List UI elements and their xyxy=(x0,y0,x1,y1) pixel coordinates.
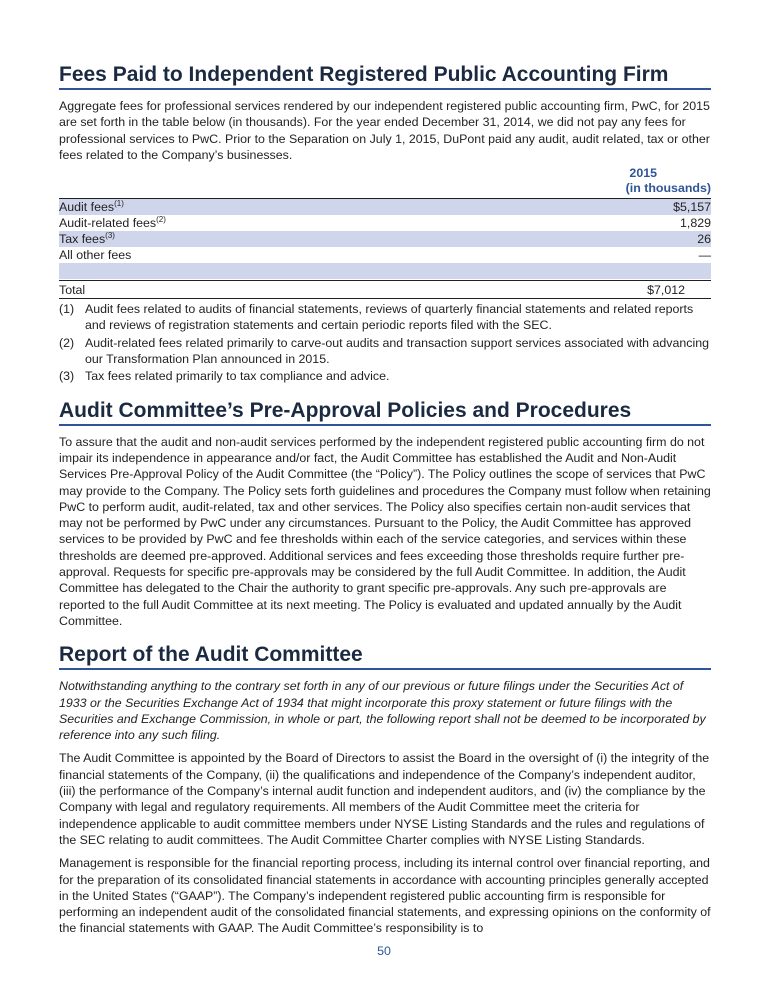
fees-table xyxy=(59,166,711,299)
row-label: Tax fees$^{(3)}$ xyxy=(59,231,115,247)
total-label: Total xyxy=(59,282,86,297)
footnote-text: Audit fees related to audits of financial statements, reviews of quarterly financial statements and related reports and reviews of registration statements and certain periodic reports filed with the SEC. xyxy=(85,302,694,333)
total-value: $7,012 xyxy=(647,282,685,297)
column-header xyxy=(59,166,711,196)
table-total-row xyxy=(59,280,711,298)
footnote xyxy=(59,368,711,384)
footnotes xyxy=(59,301,711,384)
report-paragraph-2: Management is responsible for the financial reporting process, including its internal control over financial reporting, and for the preparation of its consolidated financial statements in accordance with accounting principles generally accepted in the United States (“GAAP”). The Company’s independent registered public accounting firm is responsible for performing an independent audit of the consolidated financial statements, and expressing opinions on the conformity of the financial statements with GAAP. The Audit Committee’s responsibility is to xyxy=(59,856,711,936)
table-row xyxy=(59,199,711,215)
disclaimer-paragraph: Notwithstanding anything to the contrary set forth in any of our previous or future filings under the Securities Act of 1933 or the Securities Exchange Act of 1934 that might incorporate this proxy statement or future filings with the Securities and Exchange Commission, in whole or part, the following report shall not be deemed to be incorporated by reference into any such filing. xyxy=(59,679,706,743)
column-header-year: 2015 xyxy=(629,166,657,181)
section-heading-fees: Fees Paid to Independent Registered Public Accounting Firm xyxy=(59,62,711,90)
footnote xyxy=(59,301,711,334)
footnote-number: (1) xyxy=(59,302,75,317)
footnote xyxy=(59,335,711,368)
page-number: 50 xyxy=(377,944,391,958)
table-row-empty xyxy=(59,263,711,279)
footnote-number: (3) xyxy=(59,369,75,384)
footnote-number: (2) xyxy=(59,335,75,350)
report-paragraph-1: The Audit Committee is appointed by the Board of Directors to assist the Board in the oversight of (i) the integrity of the financial statements of the Company, (ii) the qualifications and independence of the Company’s independent auditor, (iii) the performance of the Company’s internal audit function and independent auditors, and (iv) the compliance by the Company with legal and regulatory requirements. All members of the Audit Committee meet the criteria for independence applicable to audit committee members under NYSE Listing Standards and the rules and regulations of the SEC relating to audit committees. The Audit Committee Charter complies with NYSE Listing Standards. xyxy=(59,751,710,847)
audit-report-section xyxy=(59,642,711,936)
row-label: All other fees xyxy=(59,248,132,263)
table-rule xyxy=(59,298,711,299)
row-value: $5,157 xyxy=(673,200,711,215)
section-heading-preapproval: Audit Committee’s Pre-Approval Policies and Procedures xyxy=(59,398,711,426)
section-heading-report: Report of the Audit Committee xyxy=(59,642,711,670)
fees-intro-paragraph: Aggregate fees for professional services rendered by our independent registered public accounting firm, PwC, for 2015 are set forth in the table below (in thousands). For the year ended December 31, 2014, we did not pay any fees for professional services to PwC. Prior to the Separation on July 1, 2015, DuPont paid any audit, audit related, tax or other fees related to the Company’s businesses. xyxy=(59,99,710,162)
row-label: Audit fees$^{(1)}$ xyxy=(59,199,124,215)
footnote-text: Audit-related fees related primarily to carve-out audits and transaction support services associated with advancing our Transformation Plan announced in 2015. xyxy=(85,335,709,367)
footnote-text: Tax fees related primarily to tax compliance and advice. xyxy=(85,369,390,384)
preapproval-paragraph: To assure that the audit and non-audit services performed by the independent registered public accounting firm do not impair its independence in appearance and/or fact, the Audit Committee has established the Audit and Non-Audit Services Pre-Approval Policy of the Audit Committee (the “Policy”). The Policy outlines the scope of services that PwC may provide to the Company. The Policy sets forth guidelines and procedures the Company must follow when retaining PwC to perform audit, audit-related, tax and other services. The Policy also specifies certain non-audit services that may not be performed by PwC under any circumstances. Pursuant to the Policy, the Audit Committee has approved services to be provided by PwC and fee thresholds within each of the service categories, and services within these thresholds are deemed pre-approved. Additional services and fees exceeding those thresholds require further pre-approval. Requests for specific pre-approvals may be considered by the full Audit Committee. In addition, the Audit Committee has delegated to the Chair the authority to grant specific pre-approvals. Any such pre-approvals are reported to the full Audit Committee at its next meeting. The Policy is evaluated and updated annually by the Audit Committee. xyxy=(59,434,711,628)
table-row xyxy=(59,215,711,231)
table-row xyxy=(59,247,711,263)
column-header-unit: (in thousands) xyxy=(625,181,711,196)
preapproval-section xyxy=(59,398,711,630)
row-value: — xyxy=(698,248,711,263)
page-content xyxy=(59,62,711,937)
row-label: Audit-related fees$^{(2)}$ xyxy=(59,215,166,231)
table-row xyxy=(59,231,711,247)
row-value: 1,829 xyxy=(679,216,711,231)
row-value: 26 xyxy=(697,232,711,247)
